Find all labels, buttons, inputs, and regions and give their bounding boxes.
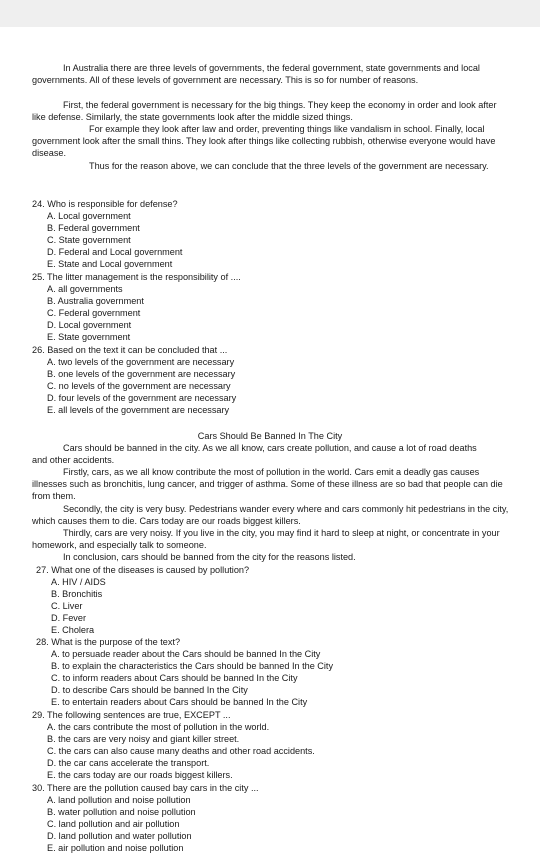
option-e: E. State and Local government — [47, 259, 173, 270]
option-d: D. Fever — [51, 613, 86, 624]
option-a: A. two levels of the government are necessary — [47, 357, 235, 368]
top-bar — [0, 0, 540, 27]
passage1-paragraph-1: In Australia there are three levels of governments, the federal government, state governments and local governments. All of these levels of government are necessary. This is so for number of reasons. — [32, 63, 480, 86]
option-a: A. Local government — [47, 211, 131, 222]
question-30 — [32, 782, 259, 855]
option-c: C. no levels of the government are necessary — [47, 381, 231, 392]
option-e: E. Cholera — [51, 625, 95, 636]
passage1-paragraph-3: For example they look after law and order, preventing things like vandalism in school. Finally, local government look after the small thins. They look after things like collecting rubbish, otherwise everyone would have disease. — [32, 124, 496, 159]
question-stem: 30. There are the pollution caused bay cars in the city ... — [32, 783, 259, 793]
option-e: E. the cars today are our roads biggest killers. — [47, 770, 233, 781]
question-stem: 24. Who is responsible for defense? — [32, 199, 178, 209]
passage2-title: Cars Should Be Banned In The City — [197, 431, 343, 441]
option-a: A. to persuade reader about the Cars should be banned In the City — [51, 649, 321, 660]
passage1-paragraph-4: Thus for the reason above, we can conclude that the three levels of the government are necessary. — [89, 161, 489, 171]
question-stem: 27. What one of the diseases is caused by pollution? — [36, 565, 250, 575]
passage2-paragraph-2: Firstly, cars, as we all know contribute the most of pollution in the world. Cars emit a deadly gas causes illnesses such as bronchitis, lung cancer, and trigger of asthma. Some of these illness are so bad that people can die from them. — [32, 467, 503, 502]
question-26 — [32, 344, 236, 417]
option-e: E. to entertain readers about Cars should be banned In the City — [51, 697, 308, 708]
option-b: B. to explain the characteristics the Cars should be banned In the City — [51, 661, 334, 672]
question-29 — [32, 709, 315, 782]
option-a: A. land pollution and noise pollution — [47, 795, 191, 806]
option-d: D. the car cans accelerate the transport. — [47, 758, 210, 769]
question-stem: 26. Based on the text it can be concluded that ... — [32, 345, 228, 355]
question-stem: 28. What is the purpose of the text? — [36, 637, 181, 647]
passage2-paragraph-4: Thirdly, cars are very noisy. If you live in the city, you may find it hard to sleep at night, or concentrate in your homework, and especially talk to someone. — [32, 528, 500, 551]
option-c: C. Liver — [51, 601, 83, 612]
option-d: D. four levels of the government are necessary — [47, 393, 237, 404]
option-c: C. Federal government — [47, 308, 141, 319]
passage2-paragraph-5: In conclusion, cars should be banned from the city for the reasons listed. — [63, 552, 356, 562]
option-c: C. State government — [47, 235, 131, 246]
option-b: B. Federal government — [47, 223, 140, 234]
passage2-paragraph-3: Secondly, the city is very busy. Pedestrians wander every where and cars commonly hit pedestrians in the city, which causes them to die. Cars today are our roads biggest killers. — [32, 504, 509, 527]
option-e: E. State government — [47, 332, 131, 343]
option-b: B. Bronchitis — [51, 589, 103, 600]
option-a: A. all governments — [47, 284, 123, 295]
question-24 — [32, 198, 182, 271]
option-b: B. one levels of the government are necessary — [47, 369, 236, 380]
option-d: D. to describe Cars should be banned In the City — [51, 685, 248, 696]
option-e: E. all levels of the government are necessary — [47, 405, 230, 416]
question-stem: 25. The litter management is the responsibility of .... — [32, 272, 241, 282]
option-d: D. Local government — [47, 320, 132, 331]
option-b: B. water pollution and noise pollution — [47, 807, 196, 818]
passage1-paragraph-2: First, the federal government is necessary for the big things. They keep the economy in order and look after like defense. Similarly, the state governments look after the middle sized things. — [32, 100, 497, 123]
question-27 — [36, 564, 249, 637]
question-25 — [32, 271, 241, 344]
option-a: A. HIV / AIDS — [51, 577, 106, 588]
option-c: C. to inform readers about Cars should be banned In the City — [51, 673, 298, 684]
passage2-paragraph-1: Cars should be banned in the city. As we all know, cars create pollution, and cause a lot of road deaths and other accidents. — [32, 443, 477, 466]
option-a: A. the cars contribute the most of pollution in the world. — [47, 722, 270, 733]
option-d: D. land pollution and water pollution — [47, 831, 192, 842]
option-c: C. land pollution and air pollution — [47, 819, 180, 830]
question-stem: 29. The following sentences are true, EXCEPT ... — [32, 710, 231, 720]
option-b: B. Australia government — [47, 296, 144, 307]
option-b: B. the cars are very noisy and giant killer street. — [47, 734, 240, 745]
option-e: E. air pollution and noise pollution — [47, 843, 184, 854]
option-c: C. the cars can also cause many deaths and other road accidents. — [47, 746, 315, 757]
question-28 — [36, 636, 333, 709]
option-d: D. Federal and Local government — [47, 247, 183, 258]
